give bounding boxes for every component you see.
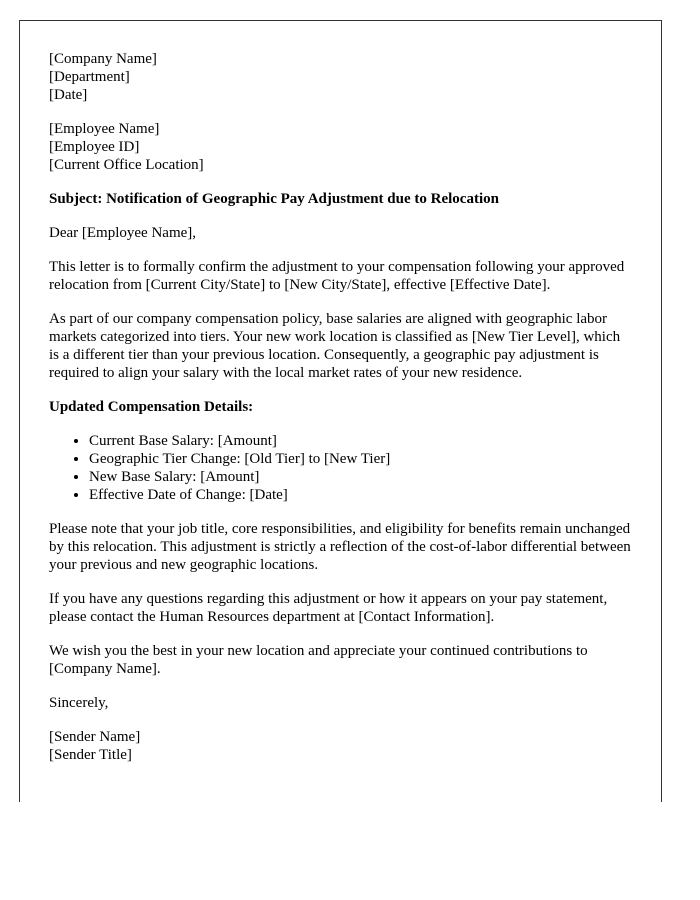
recipient-block [49,120,632,174]
employee-name: [Employee Name] [49,121,160,137]
list-item: • New Base Salary: [Amount] [89,468,632,486]
list-item: • Effective Date of Change: [Date] [89,486,632,504]
paragraph: We wish you the best in your new location and appreciate your continued contributions to [Company Name]. [49,643,588,677]
paragraph: If you have any questions regarding this adjustment or how it appears on your pay statement, please contact the Human Resources department at [Contact Information]. [49,591,608,625]
list-item: • Geographic Tier Change: [Old Tier] to [New Tier] [89,450,632,468]
signature-block [49,728,632,764]
sender-header [49,50,632,104]
salutation: Dear [Employee Name], [49,225,197,241]
paragraph: As part of our company compensation policy, base salaries are aligned with geographic labor markets categorized into tiers. Your new work location is classified as [New Tier Level], which is a different tier than your previous location. Consequently, a geographic pay adjustment is required to align your salary with the local market rates of your new residence. [49,311,621,381]
letter [19,20,662,802]
subject-line: Subject: Notification of Geographic Pay Adjustment due to Relocation [49,191,499,207]
paragraph: This letter is to formally confirm the adjustment to your compensation following your approved relocation from [Current City/State] to [New City/State], effective [Effective Date]. [49,259,625,293]
employee-id: [Employee ID] [49,139,140,155]
paragraph: Please note that your job title, core responsibilities, and eligibility for benefits remain unchanged by this relocation. This adjustment is strictly a reflection of the cost-of-labor differential between your previous and new geographic locations. [49,521,631,573]
office-location: [Current Office Location] [49,157,204,173]
details-list [49,432,632,504]
details-heading: Updated Compensation Details: [49,399,254,415]
list-item: • Current Base Salary: [Amount] [89,432,632,450]
sender-name: [Sender Name] [49,729,141,745]
sender-title: [Sender Title] [49,747,132,763]
company-name: [Company Name] [49,51,157,67]
date: [Date] [49,87,88,103]
department: [Department] [49,69,130,85]
signoff: Sincerely, [49,695,109,711]
